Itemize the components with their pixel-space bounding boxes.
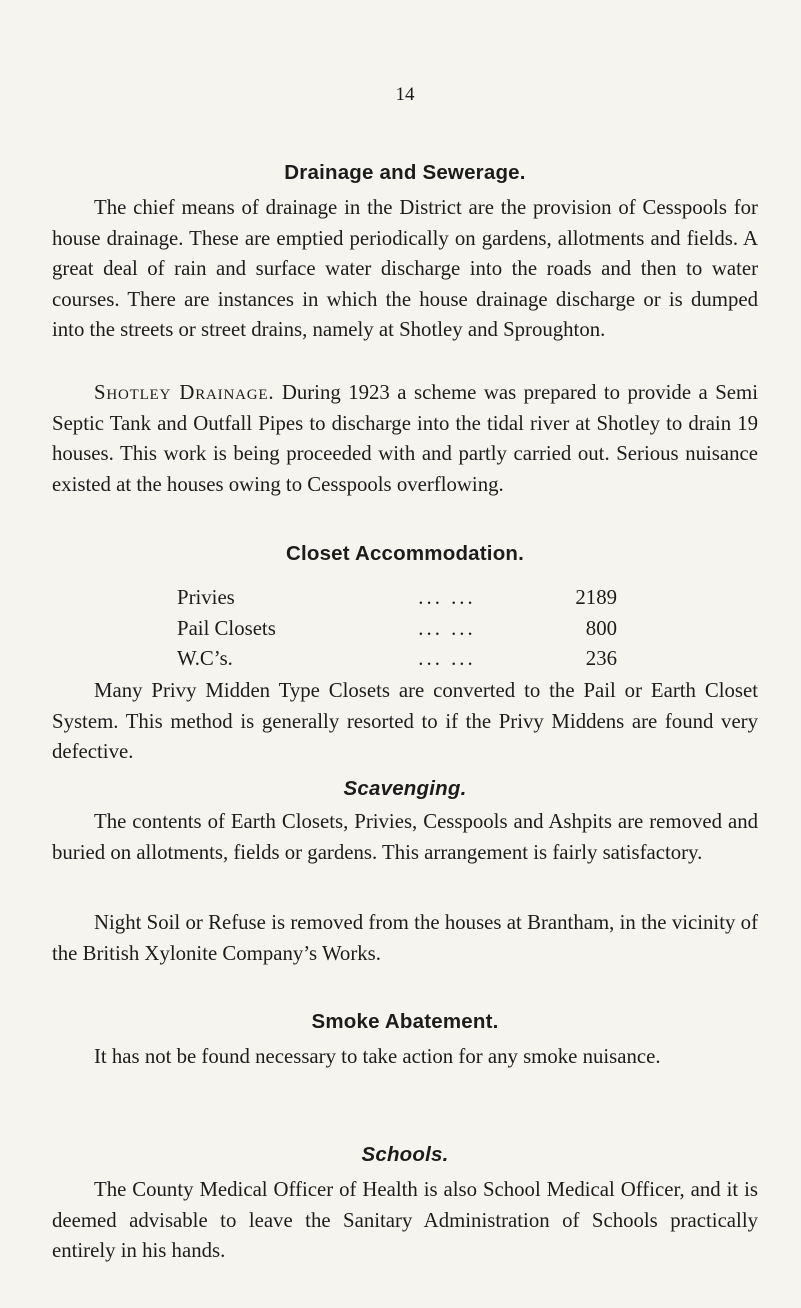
run-in-heading-shotley: Shotley Drainage. xyxy=(94,381,275,404)
paragraph-schools: The County Medical Officer of Health is also School Medical Officer, and it is deemed advisable to leave the Sanitary Administration of Schools practically entirely in his hands. xyxy=(52,1178,758,1263)
heading-drainage: Drainage and Sewerage. xyxy=(284,161,526,184)
page-number: 14 xyxy=(395,84,415,105)
paragraph-shotley-drainage xyxy=(52,378,758,500)
paragraph-shotley-text: During 1923 a scheme was prepared to provide a Semi Septic Tank and Outfall Pipes to discharge into the tidal river at Shotley to drain 19 houses. This work is being proceeded with and partly carried out. Serious nuisance existed at the houses owing to Cesspools overflowing. xyxy=(52,381,758,496)
paragraph-scavenging-1: The contents of Earth Closets, Privies, Cesspools and Ashpits are removed and buried on allotments, fields or gardens. This arrangement is fairly satisfactory. xyxy=(52,810,758,864)
heading-schools: Schools. xyxy=(361,1143,449,1166)
paragraph-drainage-1: The chief means of drainage in the District are the provision of Cesspools for house drainage. These are emptied periodically on gardens, allotments and fields. A great deal of rain and surface water discharge into the roads and then to water courses. There are instances in which the house drainage discharge or is dumped into the streets or street drains, namely at Shotley and Sproughton. xyxy=(52,196,758,342)
closet-label: Pail Closets xyxy=(177,616,276,640)
closet-value: 800 xyxy=(585,616,617,640)
closet-row xyxy=(177,614,617,645)
leader-dots: ... ... xyxy=(418,616,476,640)
closet-value: 236 xyxy=(585,647,617,671)
heading-scavenging: Scavenging. xyxy=(343,777,467,800)
leader-dots: ... ... xyxy=(418,586,476,609)
paragraph-smoke: It has not be found necessary to take action for any smoke nuisance. xyxy=(94,1045,661,1068)
heading-closet-accommodation: Closet Accommodation. xyxy=(285,542,525,565)
closet-value: 2189 xyxy=(575,586,617,609)
heading-smoke-abatement: Smoke Abatement. xyxy=(311,1010,499,1033)
closet-row xyxy=(177,644,617,675)
closet-row xyxy=(177,583,617,614)
paragraph-scavenging-2: Night Soil or Refuse is removed from the houses at Brantham, in the vicinity of the British Xylonite Company’s Works. xyxy=(52,911,758,965)
paragraph-closet: Many Privy Midden Type Closets are converted to the Pail or Earth Closet System. This method is generally resorted to if the Privy Middens are found very defective. xyxy=(52,679,758,764)
leader-dots: ... ... xyxy=(418,647,476,671)
closet-label: Privies xyxy=(177,586,235,609)
closet-table xyxy=(177,583,617,675)
closet-label: W.C’s. xyxy=(177,647,233,671)
